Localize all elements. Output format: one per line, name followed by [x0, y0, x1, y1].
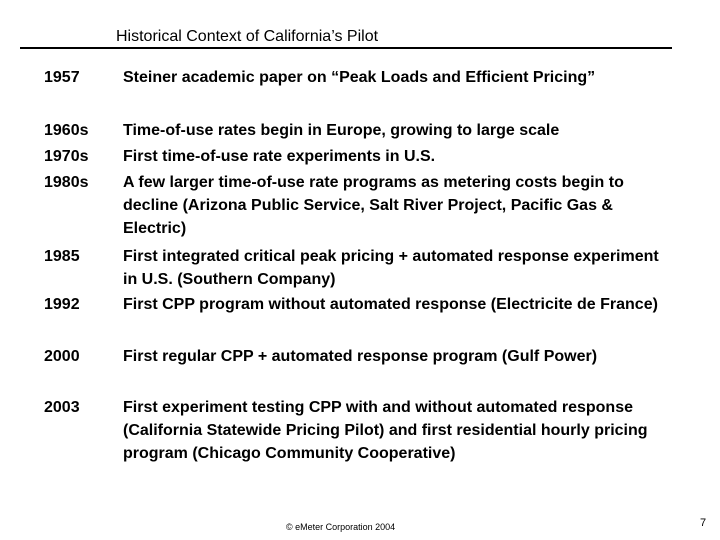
timeline-year: 1960s: [44, 122, 89, 139]
page-number: 7: [700, 517, 707, 529]
timeline-description: First CPP program without automated response (Electricite de France): [123, 296, 658, 313]
title-underline: [20, 47, 672, 49]
timeline-description: First integrated critical peak pricing + automated response experiment in U.S. (Southern Company): [123, 248, 659, 288]
timeline-description: First time-of-use rate experiments in U.S.: [123, 148, 436, 165]
timeline-description: Steiner academic paper on “Peak Loads and Efficient Pricing”: [123, 69, 596, 86]
timeline-year: 1992: [44, 296, 80, 313]
slide-title: Historical Context of California’s Pilot: [116, 28, 379, 45]
timeline-year: 1970s: [44, 148, 89, 165]
timeline-description: Time-of-use rates begin in Europe, growing to large scale: [123, 122, 560, 139]
timeline-year: 1957: [44, 69, 80, 86]
timeline-year: 1985: [44, 248, 80, 265]
timeline-year: 2000: [44, 348, 80, 365]
timeline-description: A few larger time-of-use rate programs as metering costs begin to decline (Arizona Public Service, Salt River Project, Pacific Gas & Electric): [123, 174, 624, 237]
timeline-year: 1980s: [44, 174, 89, 191]
timeline-year: 2003: [44, 399, 80, 416]
timeline-description: First experiment testing CPP with and without automated response (California Statewide Pricing Pilot) and first residential hourly pricing program (Chicago Community Cooperative): [123, 399, 648, 462]
copyright-footer: © eMeter Corporation 2004: [286, 522, 396, 532]
timeline-description: First regular CPP + automated response program (Gulf Power): [123, 348, 598, 365]
